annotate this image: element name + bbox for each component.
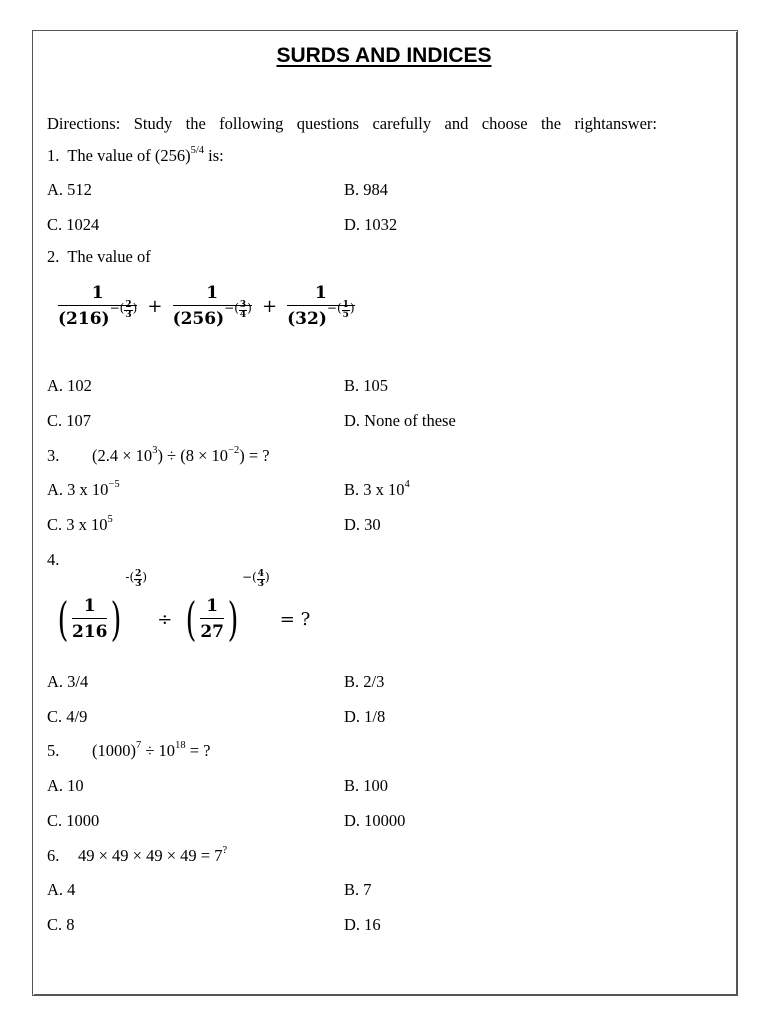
option-a[interactable]: A. 4 (47, 880, 76, 899)
fraction-1-over-27: $\frac{1}{27}$ (200, 596, 225, 642)
option-b[interactable]: B. 3 x $10^4$ (344, 479, 410, 499)
option-d[interactable]: D. 30 (344, 515, 381, 534)
numerator: 1 (206, 283, 219, 303)
plus-sign: + (261, 295, 278, 317)
question-number: 1. (47, 146, 60, 165)
denominator: (256)−( $\frac{3}{4}$ ) (172, 300, 252, 329)
equals-question: = ? (279, 608, 311, 630)
exponent: 5/4 (190, 145, 204, 156)
exponent: 7 (136, 740, 142, 751)
exponent-a: -( $\frac{2}{3}$ ) (125, 569, 148, 589)
question-text: ) ÷ (8 × 10 (157, 446, 229, 465)
page-title: SURDS AND INDICES (276, 44, 492, 67)
question-number: 5. (47, 741, 60, 760)
option-d[interactable]: D. 1032 (344, 215, 398, 234)
option-a[interactable]: A. 512 (47, 180, 92, 199)
exponent: 18 (175, 740, 186, 751)
option-c[interactable]: C. 1000 (47, 811, 100, 830)
fraction-term-2 (173, 283, 252, 329)
option-b[interactable]: B. 100 (344, 776, 389, 795)
question-text: (1000) (92, 741, 136, 760)
question-text: ) = ? (239, 446, 270, 465)
question-6 (47, 846, 227, 866)
denominator: (216)−( $\frac{2}{3}$ ) (58, 300, 138, 329)
option-c[interactable]: C. 1024 (47, 215, 100, 234)
question-4 (47, 550, 59, 570)
option-a[interactable]: A. 10 (47, 776, 84, 795)
option-d[interactable]: D. 10000 (344, 811, 406, 830)
option-c[interactable]: C. 107 (47, 411, 92, 430)
option-a[interactable]: A. 3 x $10^{-5}$ (47, 479, 120, 499)
question-text: The value of (67, 247, 151, 266)
question-text: ÷ 10 (141, 741, 176, 760)
directions-text: Directions: Study the following questions carefully and choose the rightanswer: (47, 114, 657, 133)
option-c[interactable]: C. 8 (47, 915, 75, 934)
question-5 (47, 741, 210, 761)
option-b[interactable]: B. 984 (344, 180, 389, 199)
denominator: (32)−( $\frac{1}{5}$ ) (287, 300, 355, 329)
option-d[interactable]: D. 1/8 (344, 707, 386, 726)
fraction-term-1 (58, 283, 137, 329)
option-b[interactable]: B. 7 (344, 880, 372, 899)
option-d[interactable]: D. None of these (344, 411, 456, 430)
exponent: ? (222, 845, 228, 856)
numerator: 1 (91, 283, 104, 303)
question-text: The value of (256) (67, 146, 191, 165)
numerator: 1 (314, 283, 327, 303)
exponent-b: −( $\frac{4}{3}$ ) (241, 569, 270, 589)
exponent: 3 (152, 445, 158, 456)
question-text: 49 × 49 × 49 × 49 = 7 (78, 846, 223, 865)
fraction-1-over-216: $\frac{1}{216}$ (71, 596, 108, 642)
question-3 (47, 446, 270, 466)
question-number: 4. (47, 550, 60, 569)
plus-sign: + (147, 295, 163, 317)
q4-formula: ( $\frac{1}{216}$ )-( $\frac{2}{3}$ ) ÷ ( $\frac{1}{27}$ )−( $\frac{4}{3}$ ) = ? (57, 569, 311, 646)
question-text: is: (204, 146, 224, 165)
fraction-term-3 (287, 283, 354, 329)
q2-formula (58, 283, 355, 329)
question-text: = ? (185, 741, 211, 760)
question-1 (47, 146, 224, 166)
option-b[interactable]: B. 105 (344, 376, 389, 395)
option-c[interactable]: C. 3 x $10^5$ (47, 514, 113, 534)
question-number: 2. (47, 247, 60, 266)
question-number: 6. (47, 846, 60, 865)
question-2 (47, 247, 151, 267)
option-c[interactable]: C. 4/9 (47, 707, 88, 726)
option-b[interactable]: B. 2/3 (344, 672, 385, 691)
divide-sign: ÷ (157, 608, 173, 630)
option-d[interactable]: D. 16 (344, 915, 381, 934)
question-text: (2.4 × 10 (92, 446, 153, 465)
option-a[interactable]: A. 102 (47, 376, 92, 395)
question-number: 3. (47, 446, 60, 465)
exponent: −2 (228, 445, 240, 456)
option-a[interactable]: A. 3/4 (47, 672, 89, 691)
